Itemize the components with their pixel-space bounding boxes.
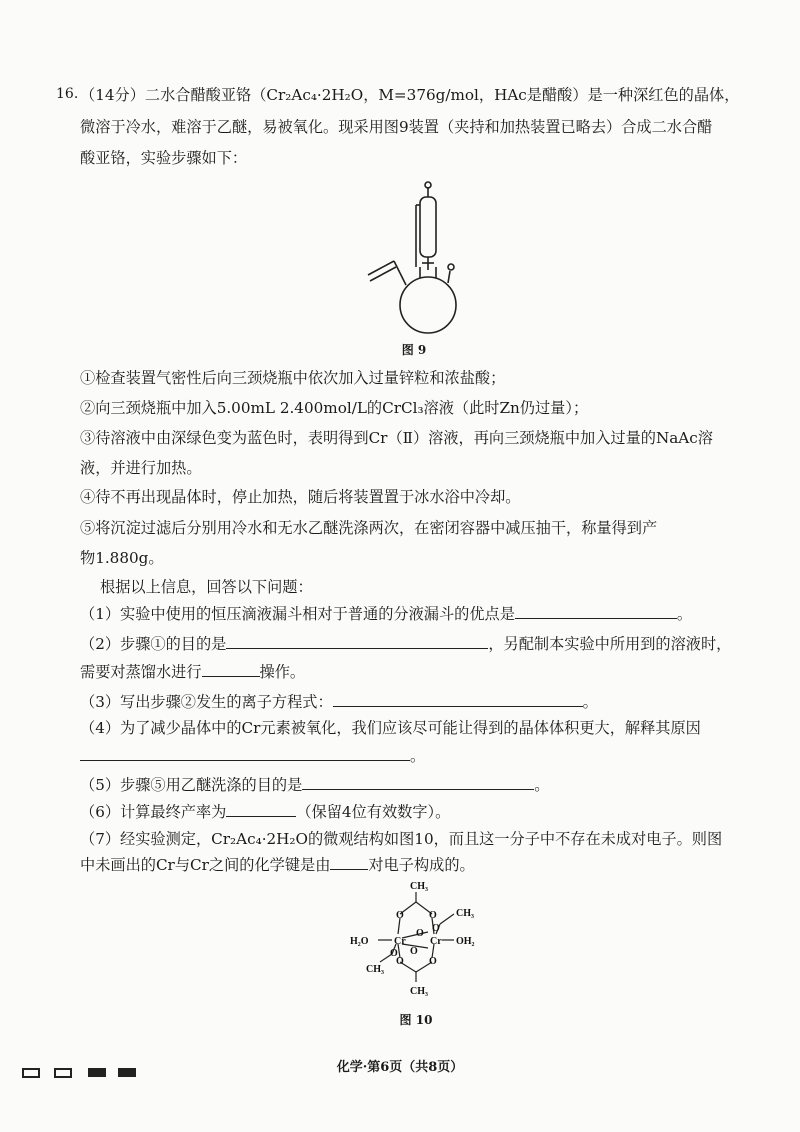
question-4-end: 。 [410, 747, 426, 765]
question-number: 16. [56, 86, 79, 102]
step-4: ④待不再出现晶体时，停止加热，随后将装置置于冰水浴中冷却。 [80, 488, 521, 506]
label-ch3-left: CH₃ [366, 964, 384, 975]
question-6-text: （6）计算最终产率为 [80, 803, 227, 821]
step-5-line-1: ⑤将沉淀过滤后分别用冷水和无水乙醚洗涤两次，在密闭容器中减压抽干，称量得到产 [80, 519, 658, 537]
label-ch3-bottom: CH₃ [410, 986, 428, 997]
step-5-line-2: 物1.880g。 [80, 549, 164, 567]
question-2-text-b: ，另配制本实验中所用到的溶液时， [488, 635, 732, 653]
dropping-funnel [420, 197, 436, 257]
question-2-line-2 [80, 662, 760, 682]
label-ch3-right: CH₃ [456, 908, 474, 919]
question-1-end: 。 [676, 605, 693, 623]
question-2-line-1 [80, 634, 760, 654]
corner-mark-hollow-2 [54, 1068, 72, 1078]
answer-blank-2b[interactable] [202, 662, 260, 677]
step-1: ①检查装置气密性后向三颈烧瓶中依次加入过量锌粒和浓盐酸； [80, 369, 506, 387]
label-o-1: O [396, 910, 404, 921]
question-stem-line-1: （14分）二水合醋酸亚铬（Cr₂Ac₄·2H₂O，M=376g/mol，HAc是醋酸）是一种深红色的晶体， [80, 86, 740, 104]
step-3-line-1: ③待溶液中由深绿色变为蓝色时，表明得到Cr（Ⅱ）溶液，再向三颈烧瓶中加入过量的NaAc溶 [80, 429, 713, 447]
question-2-text-d: 操作。 [259, 663, 306, 681]
question-6 [80, 802, 760, 822]
question-1 [80, 604, 760, 624]
label-o-2: O [429, 910, 437, 921]
answer-blank-3[interactable] [333, 692, 583, 707]
question-6-end: （保留4位有效数字）。 [296, 803, 451, 821]
corner-mark-solid-2 [118, 1068, 136, 1077]
corner-mark-solid-1 [88, 1068, 106, 1077]
question-7-line-1: （7）经实验测定，Cr₂Ac₄·2H₂O的微观结构如图10，而且这一分子中不存在未成对电子。则图 [80, 830, 723, 848]
label-o-4: O [390, 948, 398, 959]
question-4: （4）为了减少晶体中的Cr元素被氧化，我们应该尽可能让得到的晶体体积更大，解释其原因 [80, 719, 701, 737]
answer-blank-1[interactable] [515, 604, 677, 619]
answer-blank-4[interactable] [80, 746, 410, 761]
label-cr-left: Cr [394, 936, 406, 947]
question-5-end: 。 [534, 776, 550, 794]
step-2: ②向三颈烧瓶中加入5.00mL 2.400mol/L的CrCl₃溶液（此时Zn仍过量）； [80, 399, 589, 417]
label-o-7: O [416, 928, 424, 939]
step-3-line-2: 液，并进行加热。 [80, 459, 202, 477]
answer-blank-6[interactable] [226, 802, 296, 817]
label-cr-right: Cr [430, 936, 442, 947]
question-3-text: （3）写出步骤②发生的离子方程式： [80, 693, 333, 711]
label-ch3-top: CH₃ [410, 881, 428, 892]
question-4-answer-line [80, 746, 760, 766]
question-7-text: 中未画出的Cr与Cr之间的化学键是由 [80, 856, 331, 874]
label-o-3: O [432, 923, 440, 934]
page-footer: 化学·第6页（共8页） [336, 1060, 464, 1075]
corner-mark-hollow-1 [22, 1068, 40, 1078]
answer-blank-5[interactable] [302, 775, 534, 790]
label-h2o: H₂O [350, 936, 369, 947]
three-neck-flask [400, 277, 456, 333]
question-stem-line-2: 微溶于冷水，难溶于乙醚，易被氧化。现采用图9装置（夹持和加热装置已略去）合成二水合醋 [80, 118, 713, 136]
figure-10-structure [340, 876, 490, 1006]
label-o-6: O [429, 956, 437, 967]
figure-9-apparatus [360, 175, 470, 335]
question-5-text: （5）步骤⑤用乙醚洗涤的目的是 [80, 776, 303, 794]
label-o-8: O [410, 946, 418, 957]
question-7-end: 对电子构成的。 [368, 856, 475, 874]
question-2-text-a: （2）步骤①的目的是 [80, 635, 227, 653]
figure-10-caption: 图 10 [399, 1013, 433, 1027]
label-o-5: O [396, 956, 404, 967]
question-5 [80, 775, 760, 795]
question-7-line-2 [80, 855, 760, 875]
question-2-text-c: 需要对蒸馏水进行 [80, 663, 202, 681]
figure-9-caption: 图 9 [401, 343, 427, 357]
label-oh2: OH₂ [456, 936, 475, 947]
question-3-end: 。 [582, 693, 598, 711]
answer-blank-7[interactable] [330, 855, 368, 870]
question-1-text: （1）实验中使用的恒压滴液漏斗相对于普通的分液漏斗的优点是 [80, 605, 515, 623]
question-stem-line-3: 酸亚铬，实验步骤如下： [80, 149, 248, 167]
answer-blank-2a[interactable] [226, 634, 488, 649]
questions-intro: 根据以上信息，回答以下问题： [100, 578, 313, 596]
question-3 [80, 692, 760, 712]
